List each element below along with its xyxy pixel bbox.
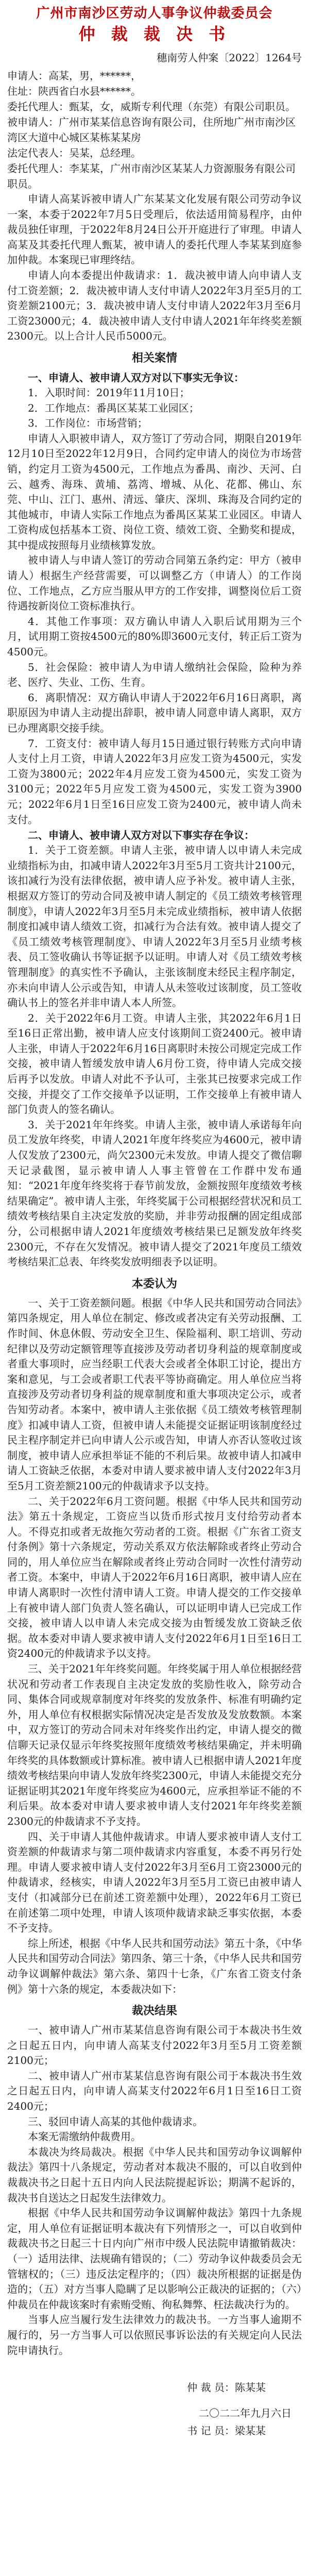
intro-section bbox=[7, 192, 302, 344]
ruling-paragraph: 二、被申请人广州市某某信息咨询有限公司于本裁决书生效之日起五日内，向申请人高某支付2022年6月1日至16日工资2400元； bbox=[7, 2069, 302, 2113]
party-line: 法定代表人：吴某，总经理。 bbox=[7, 147, 141, 159]
fact-paragraph: 5．社会保险：被申请人为申请人缴纳社会保险，险种为养老、医疗、失业、工伤、生育。 bbox=[7, 660, 302, 689]
ruling-paragraph: 当事人应当履行发生法律效力的裁决书。一方当事人逾期不履行的，另一方当事人可以依照民事诉讼法的有关规定向人民法院申请执行。 bbox=[7, 2313, 302, 2357]
fact-paragraph: 1．入职时间：2019年11月10日； bbox=[28, 386, 190, 399]
parties-section bbox=[7, 68, 302, 192]
party-line: 被申请人：广州市某某信息咨询有限公司，住所地广州市南沙区湾区大道中心城区某栋某某房 bbox=[7, 116, 296, 144]
dispute-paragraph: 2．关于2022年6月工资。申请人主张，其2022年6月1日至16日正常出勤，被申请人应支付该期间工资2400元。被申请人主张，申请人于2022年6月16日离职时未按公司规定完成工作交接，被申请人暂缓发放申请人6月份工资，待申请人完成交接后再予以发放。申请人对此不予认可，主张其已按要求完成工作交接，并提交了工作交接单予以证明，工作交接单上有被申请人部门负责人的签名确认。 bbox=[7, 1011, 302, 1116]
fact-paragraph: 6．离职情况：双方确认申请人于2022年6月16日离职，离职原因为申请人主动提出辞职，被申请人同意申请人离职，双方已办理离职交接手续。 bbox=[7, 691, 302, 734]
document-title: 仲 裁 裁 决 书 bbox=[78, 24, 231, 44]
party-line: 住址：陕西省白水县******。 bbox=[7, 85, 141, 97]
dispute-paragraph: 1．关于工资差额。申请人主张，被申请人以申请人未完成业绩指标为由，扣减申请人2022年3月至5月工资共计2100元，该扣减行为没有法律依据，被申请人应予补发。被申请人主张，根据双方签订的劳动合同及被申请人制定的《员工绩效考核管理制度》，申请人2022年3月至5月未完成业绩指标，被申请人依据制度扣减申请人绩效工资，扣减行为合法有效。被申请人提交了《员工绩效考核管理制度》、申请人2022年3月至5月业绩考核表、员工签收确认书等证据予以证明。申请人对《员工绩效考核管理制度》的真实性不予确认，主张该制度未经民主程序制定，亦未向申请人公示或告知，申请人从未签收过该制度，员工签收确认书上的签名并非申请人本人所签。 bbox=[7, 844, 302, 1009]
section-title-reasoning: 本委认为 bbox=[131, 1277, 177, 1291]
reasoning-paragraph: 综上所述，根据《中华人民共和国劳动法》第五十条，《中华人民共和国劳动合同法》第四条、第三十条，《中华人民共和国劳动争议调解仲裁法》第六条、第四十七条，《广东省工资支付条例》第十六条的规定，本委裁决如下： bbox=[7, 1937, 302, 1995]
ruling-paragraph: 一、被申请人广州市某某信息咨询有限公司于本裁决书生效之日起五日内，向申请人高某支付2022年3月至5月工资差额2100元； bbox=[7, 2024, 302, 2067]
disputed-facts bbox=[7, 843, 302, 1270]
intro-paragraph: 申请人高某诉被申请人广东某某文化发展有限公司劳动争议一案，本委于2022年7月5日受理后，依法适用简易程序，由仲裁员独任审理，于2022年8月24日公开开庭进行了审理。申请人高某及其委托代理人甄某，被申请人的委托代理人李某某到庭参加仲裁。本案现已审理终结。 bbox=[7, 193, 302, 266]
ruling-date: 二〇二二年九月六日 bbox=[199, 2407, 291, 2420]
party-line: 委托代理人：李某某，广州市南沙区某某人力资源服务有限公司职员。 bbox=[7, 162, 296, 190]
reasoning-paragraph: 三、关于2021年年终奖问题。年终奖属于用人单位根据经营状况和劳动者工作表现自主决定发放的奖励性收入，除劳动合同、集体合同或规章制度对年终奖的发放条件、标准有明确约定外，用人单位有权根据实际情况决定是否发放及发放数额。本案中，双方签订的劳动合同未对年终奖作出约定，申请人提交的微信聊天记录仅显示年终奖按照年度绩效考核结果确定，并未明确年终奖的具体数额或计算标准。被申请人已根据申请人2021年度绩效考核结果向申请人发放年终奖2300元，申请人未能提交充分证据证明其2021年度年终奖应为4600元，应承担举证不能的不利后果。故本委对申请人要求被申请人支付2021年年终奖差额2300元的仲裁请求不予支持。 bbox=[7, 1663, 302, 1827]
subheading-agreed-facts: 一、申请人、被申请人双方对以下事实无争议： bbox=[28, 371, 244, 384]
case-number: 穗南劳人仲案〔2022〕1264号 bbox=[157, 52, 302, 64]
section-title-rulings: 裁决结果 bbox=[131, 2004, 177, 2018]
issuing-authority: 广州市南沙区劳动人事争议仲裁委员会 bbox=[36, 6, 273, 21]
ruling-paragraph: 本案无需缴纳仲裁费用。 bbox=[28, 2130, 141, 2143]
fact-paragraph: 2．工作地点：番禺区某某工业园区； bbox=[28, 401, 199, 414]
fact-paragraph: 申请人入职被申请人，双方签订了劳动合同，期限自2019年12月10日至2022年12月9日，合同约定申请人的岗位为市场营销，约定月工资为4500元，工作地点为番禺、南沙、天河、白云、越秀、海珠、黄埔、荔湾、增城、从化、花都、佛山、东莞、中山、江门、惠州、清远、肇庆、深圳、珠海及合同约定的其他城市，申请人实际工作地点为番禺区某某工业园区。申请人工资构成包括基本工资、岗位工资、绩效工资、全勤奖和提成，其中提成按照每月业绩核算发放。 bbox=[7, 432, 302, 551]
reasoning-paragraph: 二、关于2022年6月工资问题。根据《中华人民共和国劳动法》第五十条规定，工资应当以货币形式按月支付给劳动者本人。不得克扣或者无故拖欠劳动者的工资。根据《广东省工资支付条例》第十六条规定，劳动关系双方依法解除或者终止劳动合同的，用人单位应当在解除或者终止劳动合同时一次性付清劳动者工资。本案中，申请人于2022年6月16日离职，被申请人应在申请人离职时一次性付清申请人工资。申请人提交的工作交接单上有被申请人部门负责人签名确认，可以证明申请人已完成工作交接，被申请人以申请人未完成交接为由暂缓发放工资缺乏依据。故本委对申请人要求被申请人支付2022年6月1日至16日工资2400元的仲裁请求予以支持。 bbox=[7, 1495, 302, 1660]
fact-paragraph: 3．工作岗位：市场营销； bbox=[28, 417, 148, 430]
section-title-facts: 相关案情 bbox=[131, 351, 177, 365]
reasoning bbox=[7, 1296, 302, 1997]
fact-paragraph: 被申请人与申请人签订的劳动合同第五条约定：甲方（被申请人）根据生产经营需要，可以调整乙方（申请人）的工作岗位、工作地点，乙方应当服从甲方的工作安排，调整岗位后工资待遇按新岗位工资标准执行。 bbox=[7, 554, 302, 613]
arbitrator-signature: 仲 裁 员：陈某某 bbox=[187, 2381, 266, 2394]
reasoning-paragraph: 四、关于申请人其他仲裁请求。申请人要求被申请人支付工资差额的仲裁请求与第二项仲裁请求内容重复，本委不再另行处理。申请人要求被申请人支付2022年3月至6月工资23000元的仲裁请求，经核实，申请人2022年3月至5月工资已由被申请人支付（扣减部分已在前述工资差额中处理），2022年6月工资已在前述第二项中处理，申请人该项仲裁请求缺乏事实依据，本委不予支持。 bbox=[7, 1830, 302, 1935]
fact-paragraph: 4．其他工作事项：双方确认申请人入职后试用期为三个月，试用期工资按4500元的80%即3600元支付，转正后工资为4500元。 bbox=[7, 615, 302, 658]
party-line: 申请人：高某，男，******， bbox=[7, 70, 141, 82]
rulings bbox=[7, 2023, 302, 2358]
ruling-paragraph: 根据《中华人民共和国劳动争议调解仲裁法》第四十九条规定，用人单位有证据证明本裁决有下列情形之一，可以自收到仲裁裁决书之日起三十日内向广州市中级人民法院申请撤销裁决：（一）适用法律、法规确有错误的；（二）劳动争议仲裁委员会无管辖权的；（三）违反法定程序的；（四）裁决所根据的证据是伪造的；（五）对方当事人隐瞒了足以影响公正裁决的证据的；（六）仲裁员在仲裁该案时有索贿受贿、徇私舞弊、枉法裁决行为的。 bbox=[7, 2207, 302, 2311]
fact-paragraph: 7．工资支付：被申请人每月15日通过银行转账方式向申请人支付上月工资，申请人2022年3月应发工资为4500元，实发工资为3800元；2022年4月应发工资为4500元，实发工资为3100元；2022年5月应发工资为4500元，实发工资为3900元；2022年6月1日至16日应发工资为2400元，被申请人尚未支付。 bbox=[7, 737, 302, 826]
ruling-paragraph: 三、驳回申请人高某的其他仲裁请求。 bbox=[28, 2115, 203, 2128]
party-line: 委托代理人：甄某，女，威斯专利代理（东莞）有限公司职员。 bbox=[7, 100, 296, 113]
subheading-disputed-facts: 二、申请人、被申请人双方对以下事实存在争议： bbox=[28, 829, 254, 842]
dispute-paragraph: 3．关于2021年年终奖。申请人主张，被申请人承诺每年向员工发放年终奖，申请人2021年度年终奖应为4600元，被申请人仅发放了2300元，尚欠2300元未发放。申请人提交了微信聊天记录截图，显示被申请人人事主管曾在工作群中发布通知：“2021年度年终奖将于春节前发放，金额按照年度绩效考核结果确定”。被申请人主张，年终奖属于公司根据经营状况和员工绩效考核结果自主决定发放的奖励，并非劳动报酬的固定组成部分，公司根据申请人2021年度绩效考核结果已足额发放年终奖2300元，不存在欠发情况。被申请人提交了2021年度员工绩效考核结果汇总表、年终奖发放明细表予以证明。 bbox=[7, 1118, 302, 1268]
reasoning-paragraph: 一、关于工资差额问题。根据《中华人民共和国劳动合同法》第四条规定，用人单位在制定、修改或者决定有关劳动报酬、工作时间、休息休假、劳动安全卫生、保险福利、职工培训、劳动纪律以及劳动定额管理等直接涉及劳动者切身利益的规章制度或者重大事项时，应当经职工代表大会或者全体职工讨论，提出方案和意见，与工会或者职工代表平等协商确定。用人单位应当将直接涉及劳动者切身利益的规章制度和重大事项决定公示，或者告知劳动者。本案中，被申请人主张依据《员工绩效考核管理制度》扣减申请人工资，但被申请人未能提交证据证明该制度经过民主程序制定并已向申请人公示或告知，申请人亦否认签收过该制度，被申请人应承担举证不能的不利后果。故被申请人扣减申请人工资缺乏依据，本委对申请人要求被申请人支付2022年3月至5月工资差额2100元的仲裁请求予以支持。 bbox=[7, 1296, 302, 1492]
intro-paragraph: 申请人向本委提出仲裁请求：1．裁决被申请人向申请人支付工资差额；2．裁决被申请人支付申请人2022年3月至5月的工资差额2100元；3．裁决被申请人支付申请人2022年3月至6月工资23000元；4．裁决被申请人支付申请人2021年年终奖差额2300元。以上合计人民币5000元。 bbox=[7, 268, 302, 343]
agreed-facts bbox=[7, 385, 302, 827]
clerk-signature: 书 记 员：梁某某 bbox=[187, 2425, 266, 2437]
ruling-paragraph: 本裁决为终局裁决。根据《中华人民共和国劳动争议调解仲裁法》第四十八条规定，劳动者对本裁决不服的，可以自收到仲裁裁决书之日起十五日内向人民法院提起诉讼；期满不起诉的，裁决书自送达之日起发生法律效力。 bbox=[7, 2145, 302, 2204]
